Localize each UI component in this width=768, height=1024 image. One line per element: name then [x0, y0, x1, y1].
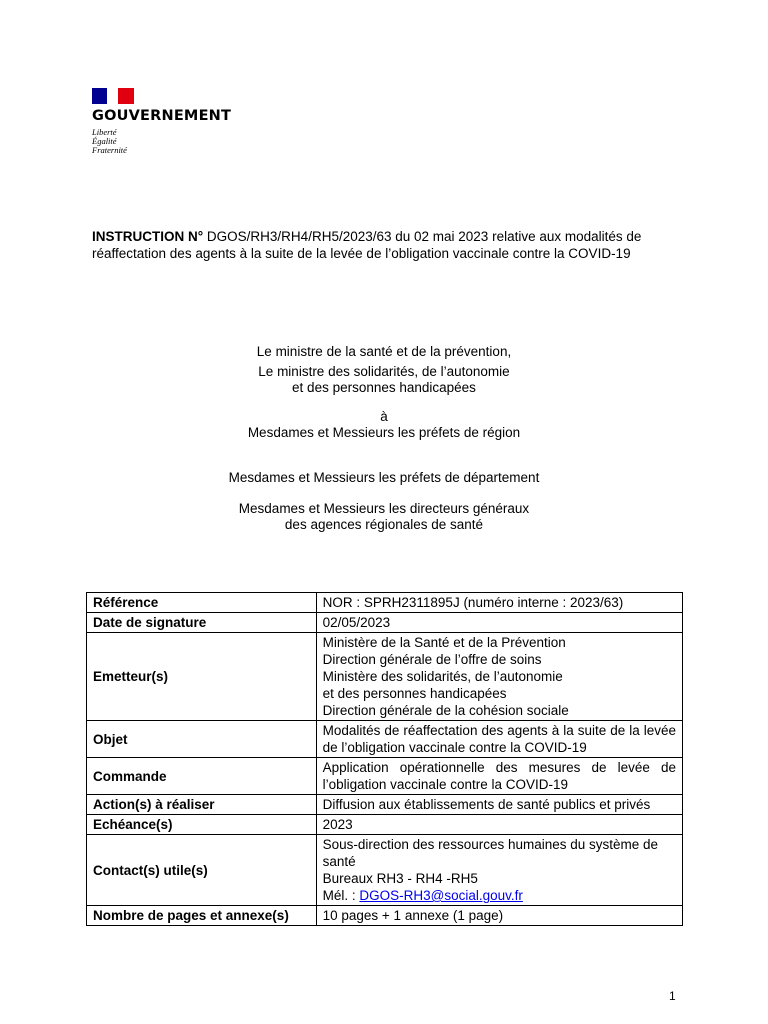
contact-value [316, 835, 682, 906]
motto-fraternite: Fraternité [92, 145, 127, 155]
contact-mail-line [323, 887, 676, 904]
objet-label: Objet [87, 721, 317, 758]
to-word: à [380, 409, 388, 424]
contact-mail-prefix: Mél. : [322, 888, 360, 903]
date-label: Date de signature [87, 613, 317, 633]
recipient-directeurs-line-1: Mesdames et Messieurs les directeurs généraux [238, 501, 530, 516]
reference-label: Référence [87, 593, 317, 613]
date-value: 02/05/2023 [316, 613, 682, 633]
recipient-prefets-departement: Mesdames et Messieurs les préfets de département [228, 470, 540, 485]
table-row-actions [87, 795, 683, 815]
commande-value: Application opérationnelle des mesures de levée de l’obligation vaccinale contre la COVID-19 [316, 758, 682, 795]
emetteur-line: Direction générale de la cohésion sociale [322, 703, 569, 718]
instruction-title [92, 228, 692, 262]
instruction-text: DGOS/RH3/RH4/RH5/2023/63 du 02 mai 2023 relative aux modalités de réaffectation des agents à la suite de la levée de l’obligation vaccinale contre la COVID-19 [92, 229, 642, 261]
actions-label: Action(s) à réaliser [87, 795, 317, 815]
table-row-objet [87, 721, 683, 758]
sender-line-3: et des personnes handicapées [292, 380, 476, 395]
contact-line: Sous-direction des ressources humaines du système de santé [322, 837, 659, 869]
motto-egalite: Égalité [92, 136, 117, 146]
emetteur-label: Emetteur(s) [87, 633, 317, 721]
table-row-emetteur [87, 633, 683, 721]
emetteur-line: Direction générale de l’offre de soins [322, 652, 542, 667]
contact-line: Bureaux RH3 - RH4 -RH5 [322, 871, 478, 886]
instruction-label: INSTRUCTION N° [92, 229, 204, 244]
emetteur-value [316, 633, 682, 721]
echeance-label: Echéance(s) [87, 815, 317, 835]
motto-liberte: Liberté [92, 127, 117, 137]
flag-red-band [118, 88, 134, 104]
table-row-pages [87, 906, 683, 926]
government-name: GOUVERNEMENT [92, 108, 232, 124]
table-row-echeance [87, 815, 683, 835]
emetteur-line: Ministère des solidarités, de l’autonomie [322, 669, 563, 684]
actions-value: Diffusion aux établissements de santé publics et privés [316, 795, 682, 815]
contact-email-link[interactable]: DGOS-RH3@social.gouv.fr [359, 888, 523, 903]
recipient-directeurs-line-2: des agences régionales de santé [284, 517, 484, 532]
emetteur-line: Ministère de la Santé et de la Prévention [322, 635, 566, 650]
table-row-commande [87, 758, 683, 795]
pages-value: 10 pages + 1 annexe (1 page) [316, 906, 682, 926]
flag-white-band [107, 88, 118, 104]
french-flag-icon [92, 88, 134, 104]
page-number: 1 [669, 989, 676, 1003]
sender-line-1: Le ministre de la santé et de la prévention, [256, 344, 512, 359]
pages-label: Nombre de pages et annexe(s) [87, 906, 317, 926]
sender-line-2: Le ministre des solidarités, de l’autonomie [258, 364, 510, 379]
table-row-date [87, 613, 683, 633]
table-row-reference [87, 593, 683, 613]
metadata-table [86, 592, 683, 926]
commande-label: Commande [87, 758, 317, 795]
objet-value: Modalités de réaffectation des agents à la suite de la levée de l’obligation vaccinale contre la COVID-19 [316, 721, 682, 758]
flag-blue-band [92, 88, 107, 104]
recipient-prefets-region: Mesdames et Messieurs les préfets de région [247, 425, 521, 440]
table-row-contact [87, 835, 683, 906]
government-logo [92, 88, 231, 155]
echeance-value: 2023 [316, 815, 682, 835]
motto [92, 128, 231, 155]
emetteur-line: et des personnes handicapées [322, 686, 507, 701]
reference-value: NOR : SPRH2311895J (numéro interne : 2023/63) [316, 593, 682, 613]
contact-label: Contact(s) utile(s) [87, 835, 317, 906]
